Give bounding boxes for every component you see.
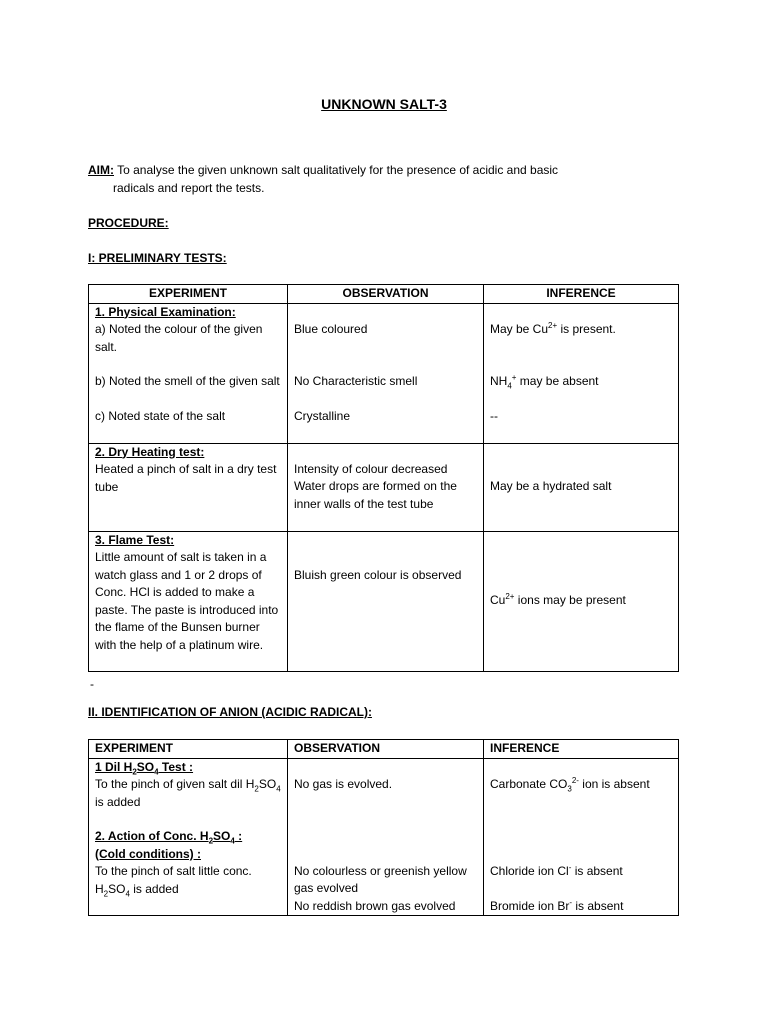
aim-line-1: To analyse the given unknown salt qualitatively for the presence of acidic and basic — [117, 163, 559, 177]
experiment-cell — [89, 531, 288, 671]
observation-a: Blue coloured — [294, 321, 368, 336]
table-header-row — [89, 740, 679, 759]
inference-c: -- — [490, 408, 498, 423]
column-header-experiment: EXPERIMENT — [89, 740, 288, 759]
inference-chloride: Chloride ion Cl- is absent — [490, 862, 623, 878]
observation-cell — [288, 303, 484, 443]
inference-text: May be a hydrated salt — [490, 479, 612, 494]
observation-text: Bluish green colour is observed — [294, 568, 462, 582]
aim-paragraph — [88, 162, 648, 197]
inference-cell — [484, 443, 679, 531]
cold-conditions-label: (Cold conditions) : — [95, 846, 201, 861]
observation-cell — [288, 531, 484, 671]
test-title: 1. Physical Examination: — [95, 304, 236, 319]
column-header-observation: OBSERVATION — [288, 285, 484, 304]
experiment-text-dil-acid: To the pinch of given salt dil $H_2SO_4$ is added — [95, 777, 281, 809]
test-title: 2. Dry Heating test: — [95, 444, 205, 459]
experiment-step-b: b) Noted the smell of the given salt — [95, 374, 280, 388]
observation-conc-1: No colourless or greenish yellow gas evolved — [294, 863, 467, 895]
test-title: 3. Flame Test: — [95, 532, 175, 547]
inference-cell — [484, 303, 679, 443]
inference-a: May be $Cu^{2+}$ is present. — [490, 320, 616, 336]
procedure-heading: PROCEDURE: — [88, 216, 169, 230]
preliminary-tests-table — [88, 284, 679, 672]
observation-cell — [288, 758, 484, 916]
observation-c: Crystalline — [294, 408, 351, 423]
experiment-text: Little amount of salt is taken in a watch glass and 1 or 2 drops of Conc. HCl is added to make a paste. The paste is introduced into the flame of the Bunsen burner with the help of a platinum wire. — [95, 550, 279, 652]
observation-dil-acid: No gas is evolved. — [294, 776, 393, 791]
aim-line-2: radicals and report the tests. — [113, 180, 265, 195]
table-row-acid-tests — [89, 758, 679, 916]
column-header-inference: INFERENCE — [484, 285, 679, 304]
stray-mark: - — [90, 677, 94, 691]
inference-cell — [484, 531, 679, 671]
table-row-dry-heating — [89, 443, 679, 531]
aim-label: AIM: — [88, 163, 114, 177]
experiment-step-c: c) Noted state of the salt — [95, 409, 226, 423]
experiment-step-a: a) Noted the colour of the given salt. — [95, 322, 263, 354]
test-title-conc-acid: 2. Action of Conc. $H_2SO_4$ : — [95, 829, 243, 846]
inference-b: $NH_4^+$ may be absent — [490, 372, 599, 390]
column-header-inference: INFERENCE — [484, 740, 679, 759]
observation-conc-2: No reddish brown gas evolved — [294, 898, 456, 913]
experiment-cell — [89, 758, 288, 916]
table-row-physical-examination — [89, 303, 679, 443]
preliminary-tests-heading: I: PRELIMINARY TESTS: — [88, 251, 227, 265]
test-title-dil-acid: 1 Dil $H_2SO_4$ Test : — [95, 759, 194, 776]
table-row-flame-test — [89, 531, 679, 671]
anion-tests-table — [88, 739, 679, 916]
experiment-cell — [89, 303, 288, 443]
table-header-row — [89, 285, 679, 304]
experiment-cell — [89, 443, 288, 531]
anion-identification-heading: II. IDENTIFICATION OF ANION (ACIDIC RADICAL): — [88, 705, 372, 719]
page-title: UNKNOWN SALT-3 — [321, 96, 447, 112]
observation-text: Intensity of colour decreased Water drops are formed on the inner walls of the test tube — [294, 461, 457, 511]
inference-cell — [484, 758, 679, 916]
observation-b: No Characteristic smell — [294, 373, 418, 388]
experiment-text-conc-acid: To the pinch of salt little conc. $H_2SO_4$ is added — [95, 864, 252, 898]
inference-bromide: Bromide ion Br- is absent — [490, 897, 624, 913]
inference-text: $Cu^{2+}$ ions may be present — [490, 592, 626, 608]
column-header-observation: OBSERVATION — [288, 740, 484, 759]
experiment-text: Heated a pinch of salt in a dry test tube — [95, 462, 277, 494]
column-header-experiment: EXPERIMENT — [89, 285, 288, 304]
inference-carbonate: Carbonate $CO_3^{2-}$ ion is absent — [490, 775, 650, 793]
observation-cell — [288, 443, 484, 531]
